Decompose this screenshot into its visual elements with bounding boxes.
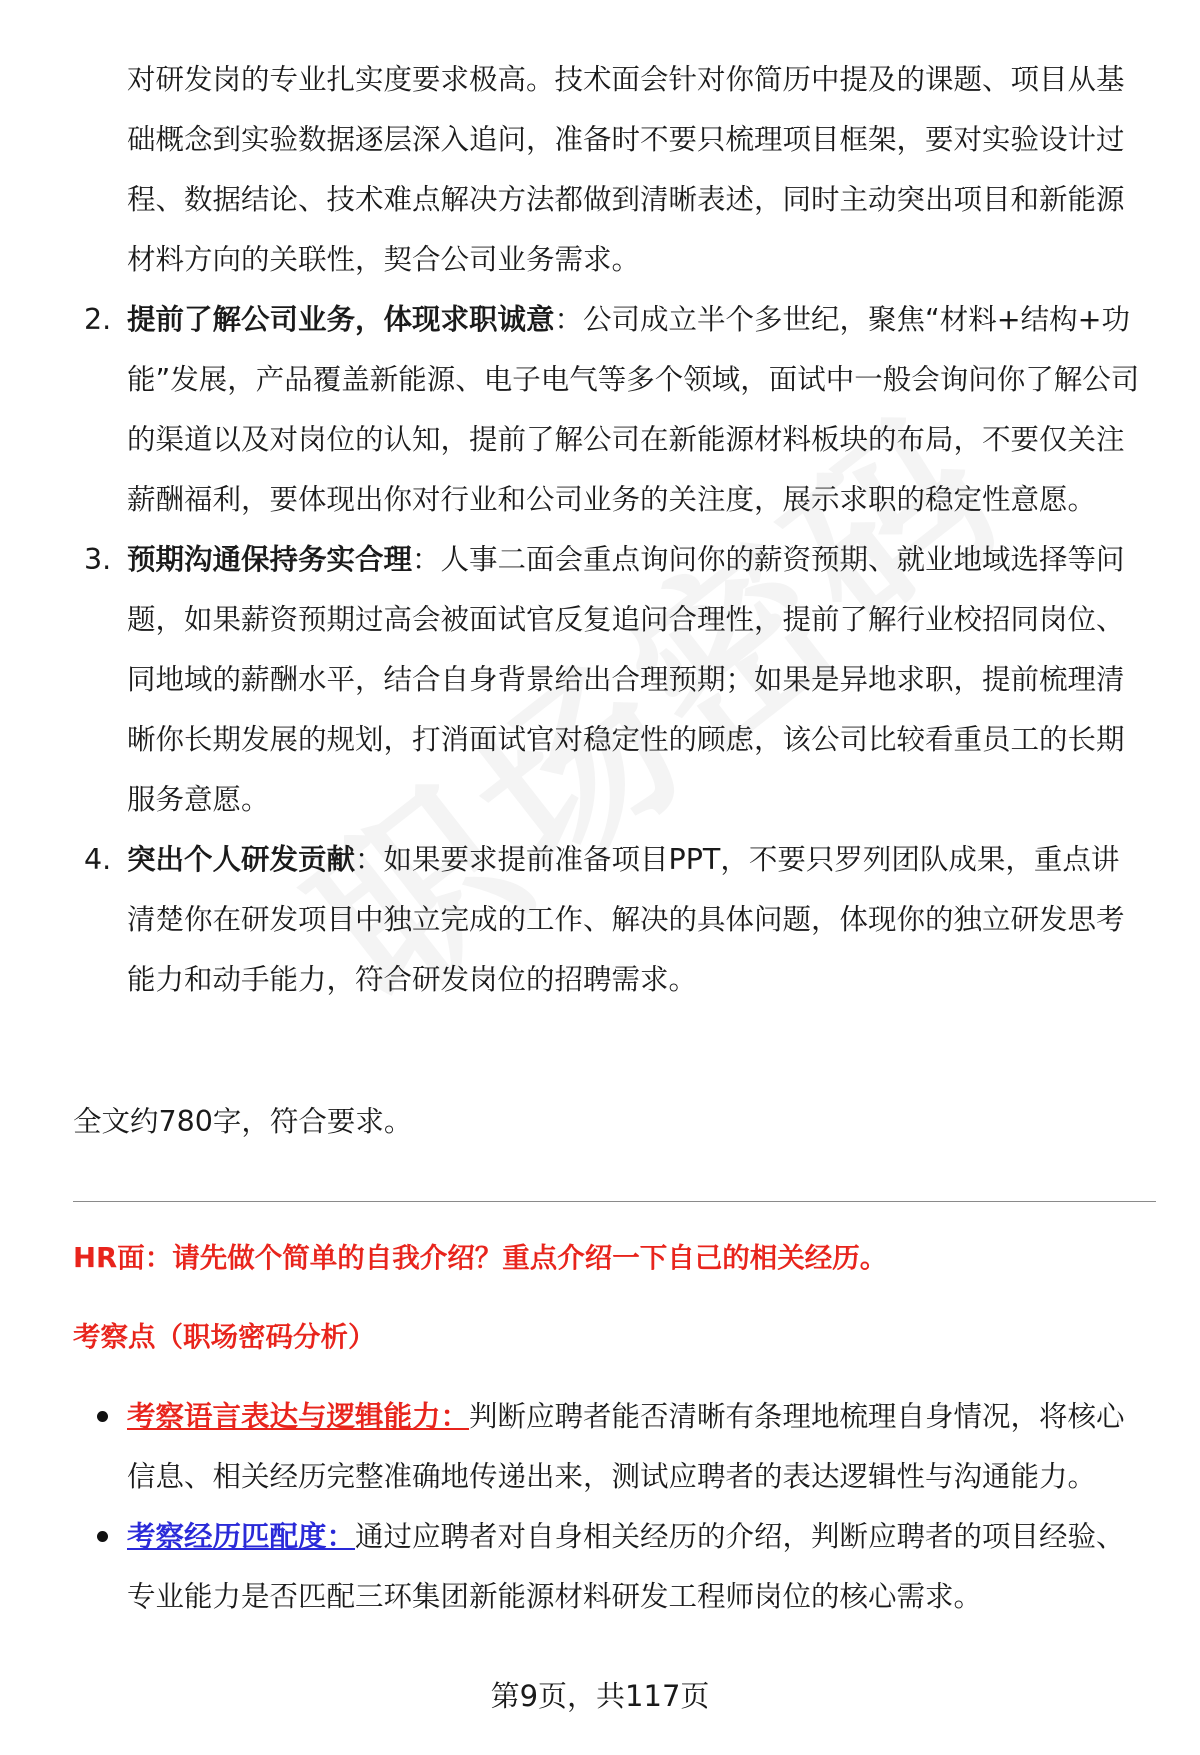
list-item	[0, 530, 1147, 830]
list-item	[0, 830, 1147, 1010]
list-item	[0, 290, 1147, 530]
point-text: 判断应聘者能否清晰有条理地梳理自身情况，将核心信息、相关经历完整准确地传递出来，测试应聘者的表达逻辑性与沟通能力。	[127, 1400, 1125, 1493]
point-label: 考察语言表达与逻辑能力：	[127, 1400, 470, 1433]
point-text: 通过应聘者对自身相关经历的介绍，判断应聘者的项目经验、专业能力是否匹配三环集团新能源材料研发工程师岗位的核心需求。	[127, 1520, 1125, 1613]
list-number: 2.	[84, 303, 112, 336]
list-item-text: 公司成立半个多世纪，聚焦“材料+结构+功能”发展，产品覆盖新能源、电子电气等多个领域，面试中一般会询问你了解公司的渠道以及对岗位的认知，提前了解公司在新能源材料板块的布局，不要仅关注薪酬福利，要体现出你对行业和公司业务的关注度，展示求职的稳定性意愿。	[127, 303, 1140, 516]
list-number: 4.	[84, 843, 112, 876]
list-number: 3.	[84, 543, 112, 576]
interview-question: HR面：请先做个简单的自我介绍？重点介绍一下自己的相关经历。	[73, 1242, 888, 1274]
bullet-item	[0, 1507, 1147, 1627]
bullet-dot-icon	[97, 1531, 108, 1542]
list-item-title: 预期沟通保持务实合理	[127, 543, 413, 576]
tips-list	[0, 290, 1200, 1010]
list-item-title: 提前了解公司业务，体现求职诚意	[127, 303, 555, 336]
section-heading: 考察点（职场密码分析）	[73, 1321, 376, 1353]
list-item-sep: ：	[412, 543, 441, 576]
list-item-text: 如果要求提前准备项目PPT，不要只罗列团队成果，重点讲清楚你在研发项目中独立完成的工作、解决的具体问题，体现你的独立研发思考能力和动手能力，符合研发岗位的招聘需求。	[127, 843, 1125, 996]
points-list	[0, 1387, 1200, 1627]
list-item-title: 突出个人研发贡献	[127, 843, 356, 876]
divider	[73, 1201, 1156, 1202]
list-item-sep: ：	[355, 843, 384, 876]
list-item-text: 人事二面会重点询问你的薪资预期、就业地域选择等问题，如果薪资预期过高会被面试官反复追问合理性，提前了解行业校招同岗位、同地域的薪酬水平，结合自身背景给出合理预期；如果是异地求职，提前梳理清晰你长期发展的规划，打消面试官对稳定性的顾虑，该公司比较看重员工的长期服务意愿。	[127, 543, 1125, 816]
point-label: 考察经历匹配度：	[127, 1520, 356, 1553]
page-footer: 第9页，共117页	[490, 1679, 710, 1713]
list-item-sep: ：	[554, 303, 584, 336]
bullet-item	[0, 1387, 1147, 1507]
intro-paragraph: 对研发岗的专业扎实度要求极高。技术面会针对你简历中提及的课题、项目从基础概念到实验数据逐层深入追问，准备时不要只梳理项目框架，要对实验设计过程、数据结论、技术难点解决方法都做到清晰表述，同时主动突出项目和新能源材料方向的关联性，契合公司业务需求。	[127, 63, 1125, 276]
summary-text: 全文约780字，符合要求。	[73, 1105, 413, 1138]
bullet-dot-icon	[97, 1411, 108, 1422]
